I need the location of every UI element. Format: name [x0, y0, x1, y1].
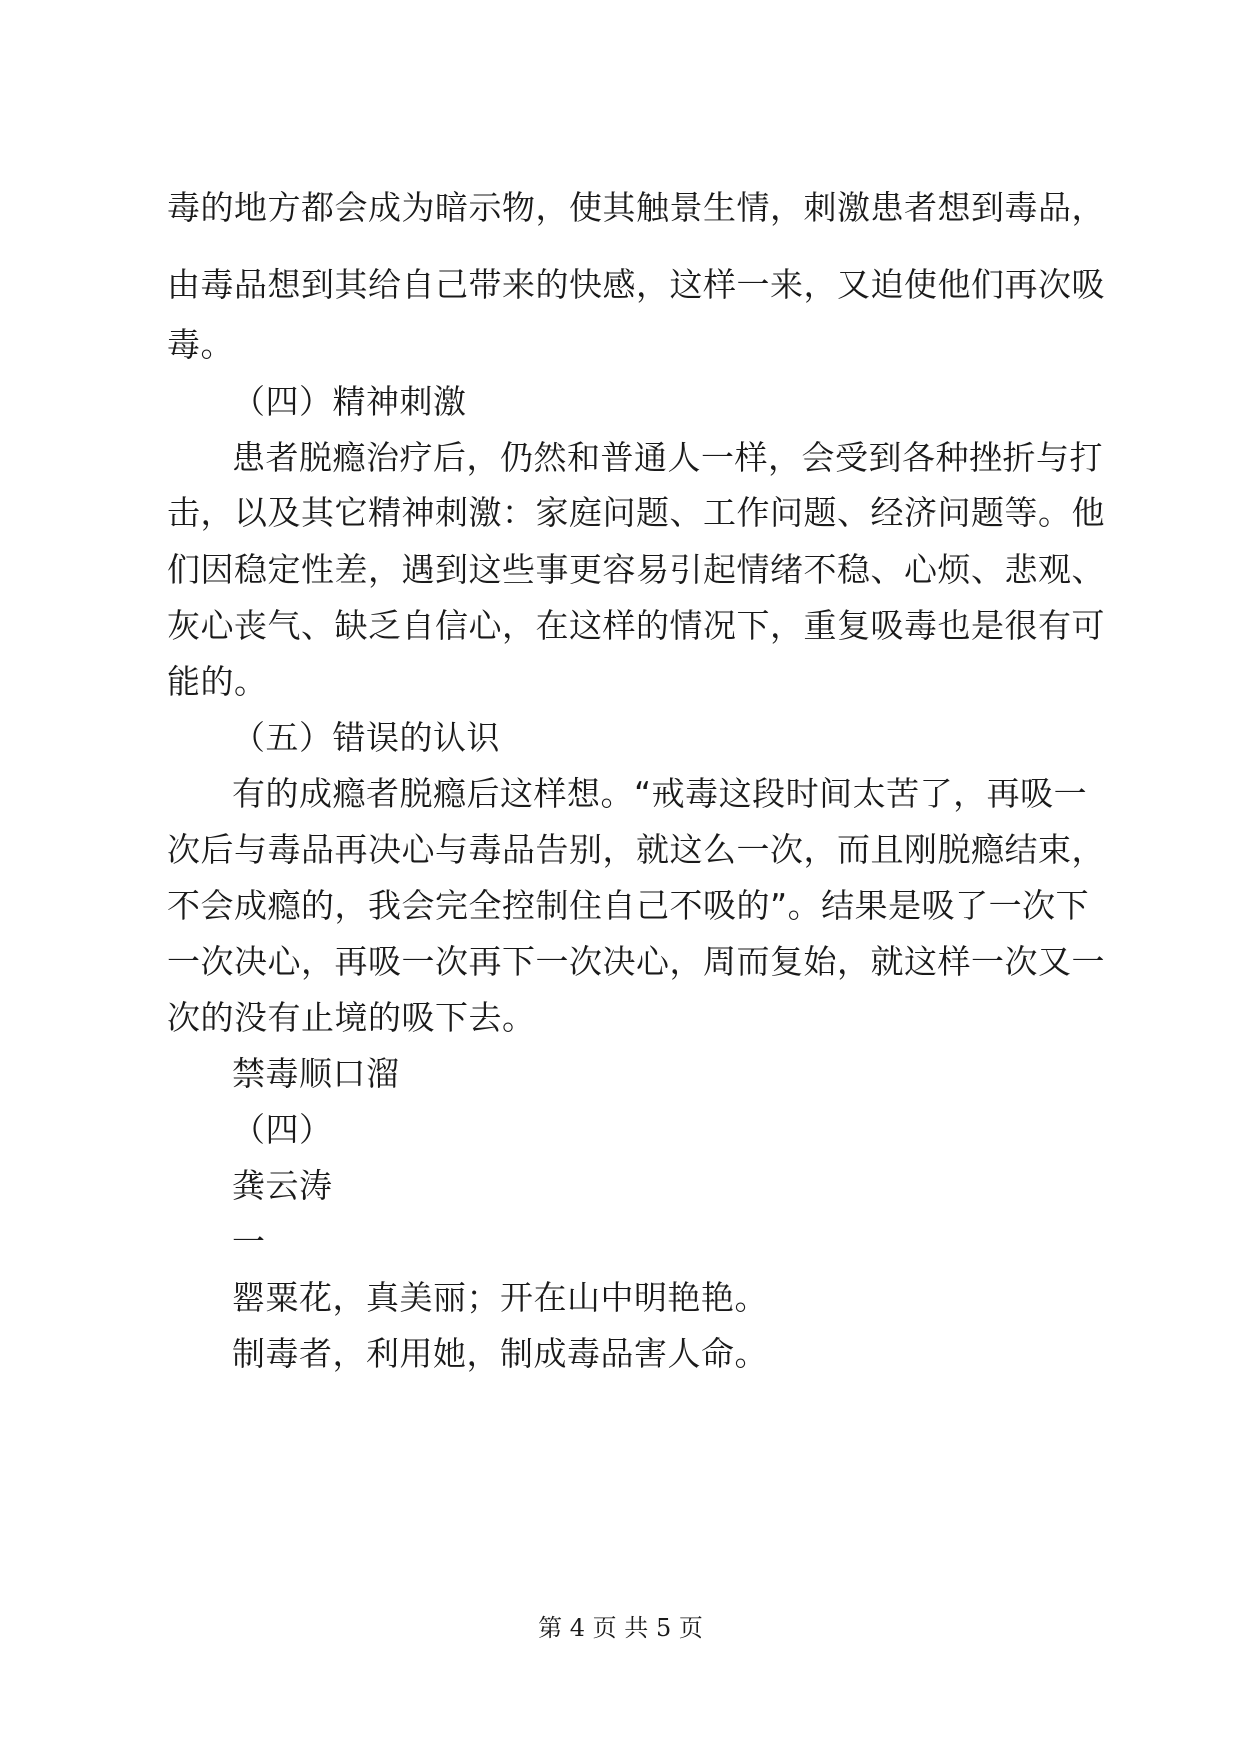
paragraph-line: 次后与毒品再决心与毒品告别，就这么一次，而且刚脱瘾结束， — [167, 830, 1105, 869]
paragraph-line: 一次决心，再吸一次再下一次决心，周而复始，就这样一次又一 — [167, 942, 1105, 981]
paragraph-line: 有的成瘾者脱瘾后这样想。“戒毒这段时间太苦了，再吸一 — [232, 774, 1088, 813]
poem-line: 罂粟花，真美丽；开在山中明艳艳。 — [232, 1278, 768, 1317]
poem-title: 禁毒顺口溜 — [232, 1054, 400, 1093]
poem-part: 一 — [232, 1222, 266, 1261]
page-number-footer: 第 4 页 共 5 页 — [538, 1614, 703, 1642]
paragraph-line: 灰心丧气、缺乏自信心，在这样的情况下，重复吸毒也是很有可 — [167, 606, 1105, 645]
paragraph-line: 毒的地方都会成为暗示物，使其触景生情，刺激患者想到毒品， — [167, 188, 1105, 227]
paragraph-line: 次的没有止境的吸下去。 — [167, 998, 536, 1037]
paragraph-line: 能的。 — [167, 662, 268, 701]
poem-author: 龚云涛 — [232, 1166, 333, 1205]
section-heading-5: （五）错误的认识 — [232, 718, 500, 757]
paragraph-line: 患者脱瘾治疗后，仍然和普通人一样，会受到各种挫折与打 — [232, 438, 1103, 477]
paragraph-line: 们因稳定性差，遇到这些事更容易引起情绪不稳、心烦、悲观、 — [167, 550, 1105, 589]
paragraph-line: 不会成瘾的，我会完全控制住自己不吸的”。结果是吸了一次下 — [167, 886, 1090, 925]
paragraph-line: 由毒品想到其给自己带来的快感，这样一来，又迫使他们再次吸 — [167, 265, 1105, 304]
paragraph-line: 击，以及其它精神刺激：家庭问题、工作问题、经济问题等。他 — [167, 493, 1105, 532]
paragraph-line: 毒。 — [167, 325, 234, 364]
section-heading-4: （四）精神刺激 — [232, 382, 467, 421]
poem-line: 制毒者，利用她，制成毒品害人命。 — [232, 1334, 768, 1373]
poem-number: （四） — [232, 1110, 333, 1149]
